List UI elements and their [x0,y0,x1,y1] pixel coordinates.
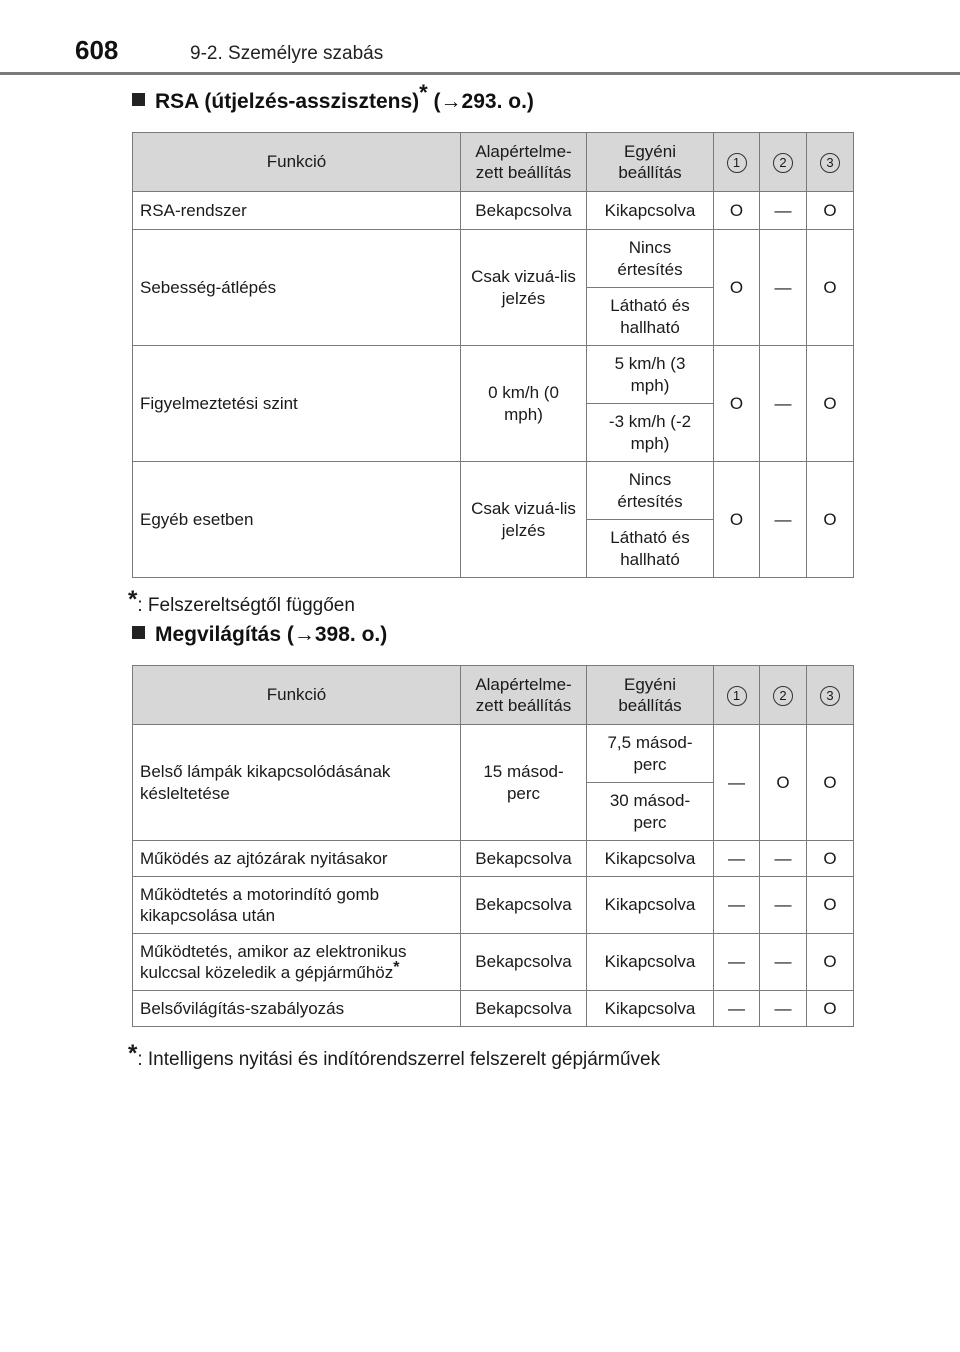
cell-custom-option-b: -3 km/h (-2 mph) [587,404,714,462]
cell-function: Sebesség-átlépés [133,230,461,346]
col-default: Alapértelme-zett beállítás [461,133,587,192]
cell-custom-option-b: Látható és hallható [587,520,714,578]
table-row [133,230,854,288]
cell-setting-3: O [807,230,854,346]
cell-setting-3: O [807,462,854,578]
cell-setting-3: O [807,725,854,841]
footnote-star: * [393,959,400,976]
cell-setting-3: O [807,991,854,1027]
cell-setting-3: O [807,934,854,991]
cell-setting-2: O [760,725,807,841]
number-2-icon: 2 [773,153,793,173]
cell-setting-3: O [807,841,854,877]
number-1-icon: 1 [727,686,747,706]
cell-custom-option-a: Nincs értesítés [587,230,714,288]
header-rule [0,72,960,75]
footnote-star: * [419,80,428,105]
cell-setting-2: — [760,934,807,991]
cell-function: Működtetés a motorindító gomb kikapcsolása után [133,877,461,934]
table-header-row [133,666,854,725]
page-number: 608 [75,35,119,65]
cell-custom: Kikapcsolva [587,934,714,991]
cell-setting-3: O [807,877,854,934]
number-3-icon: 3 [820,686,840,706]
cell-default: Bekapcsolva [461,841,587,877]
cell-custom-option-a: 5 km/h (3 mph) [587,346,714,404]
cell-setting-2: — [760,346,807,462]
number-3-icon: 3 [820,153,840,173]
cell-custom-option-a: 7,5 másod-perc [587,725,714,783]
cell-function-text: Működtetés, amikor az elektronikus kulccsal közeledik a gépjárműhöz [140,941,407,982]
cell-default: Csak vizuá-lis jelzés [461,462,587,578]
page-header [0,0,960,80]
cell-function: Figyelmeztetési szint [133,346,461,462]
cell-setting-1: — [714,877,760,934]
cell-setting-2: — [760,192,807,230]
cell-default: Bekapcsolva [461,192,587,230]
rsa-page-ref: (→293. o.) [427,90,534,113]
table-row [133,462,854,520]
bullet-square-icon [132,93,145,106]
cell-setting-2: — [760,877,807,934]
cell-custom-option-b: 30 másod-perc [587,783,714,841]
col-custom: Egyéni beállítás [587,133,714,192]
table-row [133,192,854,230]
table-header-row [133,133,854,192]
rsa-heading-text: RSA (útjelzés-asszisztens) [155,90,420,113]
cell-custom-option-b: Látható és hallható [587,288,714,346]
cell-setting-1: O [714,230,760,346]
cell-function: Belsővilágítás-szabályozás [133,991,461,1027]
cell-setting-1: O [714,192,760,230]
cell-setting-1: — [714,934,760,991]
col-setting-1 [714,133,760,192]
col-default: Alapértelme-zett beállítás [461,666,587,725]
cell-function: Egyéb esetben [133,462,461,578]
cell-default: Bekapcsolva [461,877,587,934]
cell-setting-1: — [714,725,760,841]
cell-setting-1: O [714,346,760,462]
col-custom: Egyéni beállítás [587,666,714,725]
col-setting-2 [760,666,807,725]
cell-custom: Kikapcsolva [587,877,714,934]
col-function: Funkció [133,666,461,725]
cell-setting-3: O [807,346,854,462]
rsa-footnote [128,586,355,617]
table-row [133,841,854,877]
footnote-star: * [128,586,138,613]
cell-default: Csak vizuá-lis jelzés [461,230,587,346]
rsa-footnote-text: : Felszereltségtől függően [137,595,355,616]
col-setting-3 [807,133,854,192]
cell-setting-3: O [807,192,854,230]
cell-function: RSA-rendszer [133,192,461,230]
table-row [133,725,854,783]
cell-function [133,934,461,991]
col-function: Funkció [133,133,461,192]
cell-setting-1: O [714,462,760,578]
cell-default: 15 másod-perc [461,725,587,841]
cell-setting-2: — [760,991,807,1027]
table-row [133,877,854,934]
cell-custom: Kikapcsolva [587,991,714,1027]
col-setting-2 [760,133,807,192]
cell-function: Belső lámpák kikapcsolódásának késleltetése [133,725,461,841]
cell-default: Bekapcsolva [461,991,587,1027]
cell-setting-2: — [760,230,807,346]
chapter-title: 9-2. Személyre szabás [190,43,384,64]
cell-custom: Kikapcsolva [587,192,714,230]
lighting-heading-text: Megvilágítás [155,623,282,646]
col-setting-1 [714,666,760,725]
footnote-star: * [128,1040,138,1067]
cell-setting-1: — [714,841,760,877]
cell-setting-1: — [714,991,760,1027]
rsa-settings-table [132,132,854,578]
cell-default: 0 km/h (0 mph) [461,346,587,462]
table-row [133,934,854,991]
number-2-icon: 2 [773,686,793,706]
lighting-section-heading [132,623,387,647]
cell-setting-2: — [760,462,807,578]
col-setting-3 [807,666,854,725]
cell-custom: Kikapcsolva [587,841,714,877]
number-1-icon: 1 [727,153,747,173]
lighting-footnote-text: : Intelligens nyitási és indítórendszerrel felszerelt gépjárművek [137,1049,661,1070]
table-row [133,346,854,404]
lighting-page-ref: (→398. o.) [281,623,388,646]
cell-function: Működés az ajtózárak nyitásakor [133,841,461,877]
lighting-footnote [128,1040,660,1071]
rsa-section-heading [132,80,534,114]
lighting-settings-table [132,665,854,1027]
cell-custom-option-a: Nincs értesítés [587,462,714,520]
cell-setting-2: — [760,841,807,877]
table-row [133,991,854,1027]
bullet-square-icon [132,626,145,639]
cell-default: Bekapcsolva [461,934,587,991]
